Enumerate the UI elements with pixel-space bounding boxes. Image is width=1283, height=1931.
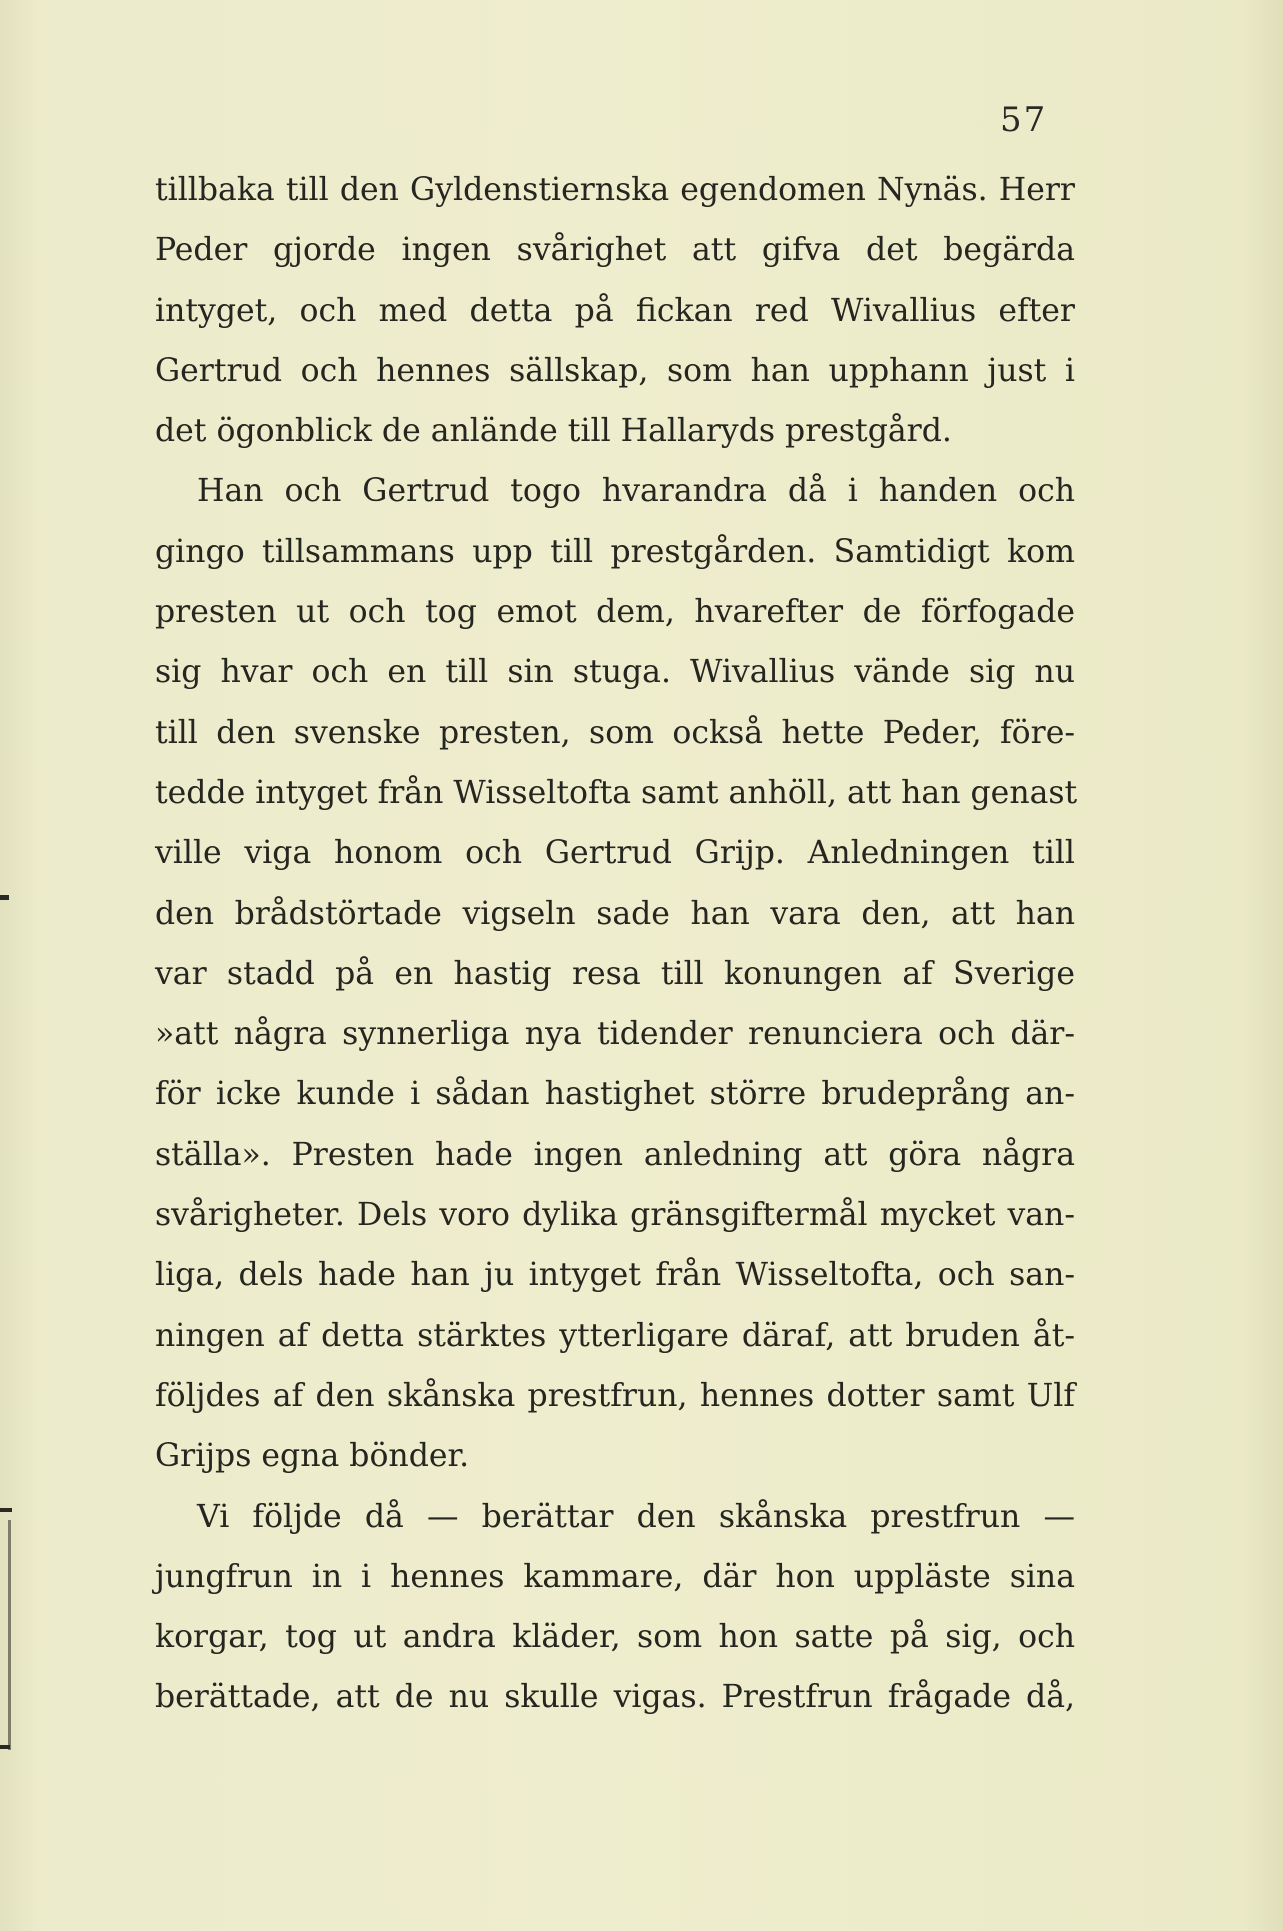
text-line: ville viga honom och Gertrud Grijp. Anledningen till — [155, 835, 1075, 872]
text-line: sig hvar och en till sin stuga. Wivallius vände sig nu — [155, 654, 1075, 691]
text-line: »att några synnerliga nya tidender renunciera och där- — [155, 1016, 1075, 1053]
text-line: presten ut och tog emot dem, hvarefter de förfogade — [155, 594, 1075, 631]
edge-mark — [0, 895, 9, 900]
text-line: ningen af detta stärktes ytterligare däraf, att bruden åt- — [155, 1317, 1075, 1354]
text-line: till den svenske presten, som också hette Peder, före- — [155, 714, 1075, 751]
page-number: 57 — [1000, 100, 1048, 140]
text-line: Gertrud och hennes sällskap, som han upphann just i — [155, 352, 1075, 389]
text-line: svårigheter. Dels voro dylika gränsgiftermål mycket van- — [155, 1197, 1075, 1234]
text-line: Vi följde då — berättar den skånska prestfrun — — [197, 1498, 1075, 1535]
edge-mark — [0, 1745, 10, 1749]
text-line: Han och Gertrud togo hvarandra då i handen och — [197, 473, 1075, 510]
text-line: intyget, och med detta på fickan red Wivallius efter — [155, 292, 1075, 329]
text-line: tillbaka till den Gyldenstiernska egendomen Nynäs. Herr — [155, 172, 1075, 208]
text-line: Grijps egna bönder. — [155, 1438, 470, 1475]
edge-mark — [0, 1508, 12, 1512]
text-line: gingo tillsammans upp till prestgården. Samtidigt kom — [155, 533, 1075, 570]
text-line: ställa». Presten hade ingen anledning att göra några — [155, 1136, 1075, 1173]
text-line: tedde intyget från Wisseltofta samt anhöll, att han genast — [155, 774, 1078, 811]
text-line: Peder gjorde ingen svårighet att gifva det begärda — [155, 232, 1075, 269]
text-line: berättade, att de nu skulle vigas. Prestfrun frågade då, — [155, 1679, 1075, 1716]
text-line: det ögonblick de anlände till Hallaryds prestgård. — [155, 413, 952, 450]
text-line: jungfrun in i hennes kammare, där hon uppläste sina — [155, 1558, 1075, 1595]
edge-mark — [8, 1520, 11, 1750]
text-line: korgar, tog ut andra kläder, som hon satte på sig, och — [155, 1619, 1075, 1656]
body-text — [155, 160, 1078, 1728]
text-line: för icke kunde i sådan hastighet större brudeprång an- — [155, 1076, 1075, 1113]
text-line: den brådstörtade vigseln sade han vara den, att han — [155, 895, 1075, 932]
text-line: följdes af den skånska prestfrun, hennes dotter samt Ulf — [155, 1377, 1075, 1414]
text-line: liga, dels hade han ju intyget från Wisseltofta, och san- — [155, 1257, 1075, 1294]
text-line: var stadd på en hastig resa till konungen af Sverige — [155, 955, 1075, 992]
